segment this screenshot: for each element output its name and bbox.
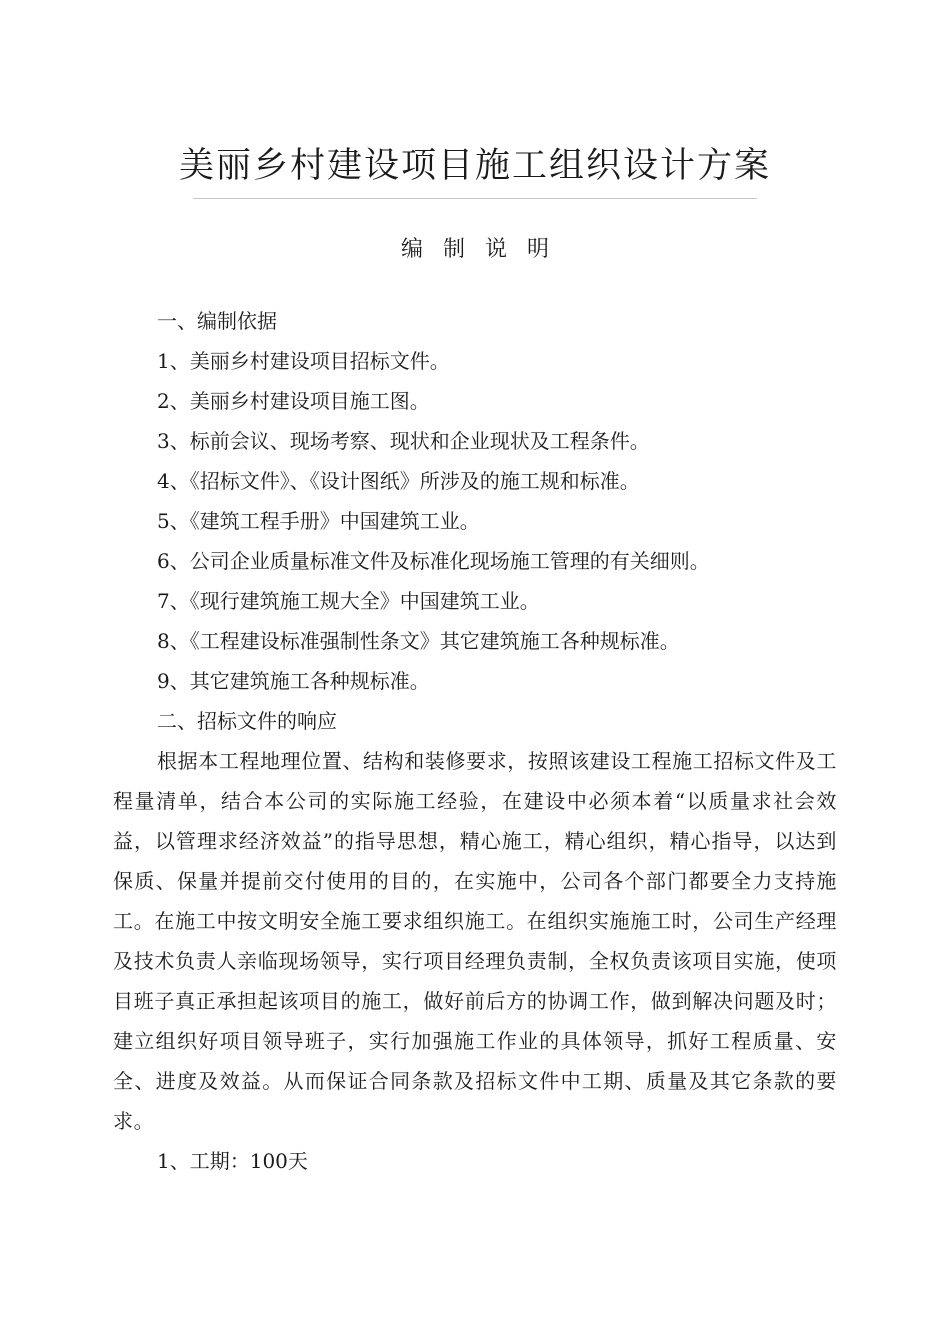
response-paragraph: 根据本工程地理位置、结构和装修要求，按照该建设工程施工招标文件及工程量清单，结合本公司的实际施工经验，在建设中必须本着“以质量求社会效益，以管理求经济效益”的指导思想，精心施工，精心组织，精心指导，以达到保质、保量并提前交付使用的目的，在实施中，公司各个部门都要全力支持施工。在施工中按文明安全施工要求组织施工。在组织实施施工时，公司生产经理及技术负责人亲临现场领导，实行项目经理负责制，全权负责该项目实施，使项目班子真正承担起该项目的施工，做好前后方的协调工作，做到解决问题及时；建立组织好项目领导班子，实行加强施工作业的具体领导，抓好工程质量、安全、进度及效益。从而保证合同条款及招标文件中工期、质量及其它条款的要求。 — [113, 749, 837, 1133]
section-heading-basis: 一、编制依据 — [157, 309, 277, 333]
list-item: 2、美丽乡村建设项目施工图。 — [157, 389, 430, 413]
list-item: 3、标前会议、现场考察、现状和企业现状及工程条件。 — [157, 429, 650, 453]
document-body — [113, 301, 837, 1181]
duration-item: 1、工期：100天 — [157, 1149, 308, 1173]
list-item: 4、《招标文件》、《设计图纸》所涉及的施工规和标准。 — [157, 469, 640, 493]
list-item: 7、《现行建筑施工规大全》中国建筑工业。 — [157, 589, 540, 613]
section-subtitle: 编制说明 — [400, 237, 569, 262]
section-heading-response: 二、招标文件的响应 — [157, 709, 337, 733]
list-item: 5、《建筑工程手册》中国建筑工业。 — [157, 509, 480, 533]
document-title: 美丽乡村建设项目施工组织设计方案 — [178, 146, 771, 186]
list-item: 6、公司企业质量标准文件及标准化现场施工管理的有关细则。 — [157, 549, 710, 573]
list-item: 9、其它建筑施工各种规标准。 — [157, 669, 430, 693]
list-item: 1、美丽乡村建设项目招标文件。 — [157, 349, 450, 373]
title-divider — [193, 198, 757, 199]
list-item: 8、《工程建设标准强制性条文》其它建筑施工各种规标准。 — [157, 629, 680, 653]
